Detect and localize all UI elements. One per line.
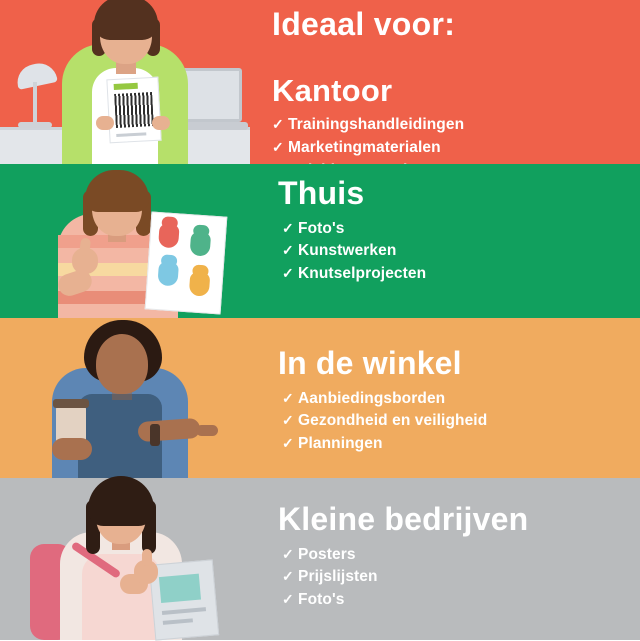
content-shop bbox=[250, 318, 640, 478]
list-item bbox=[282, 410, 628, 433]
check-icon: ✓ bbox=[282, 435, 294, 452]
photo-business-art bbox=[0, 478, 250, 640]
hand-left bbox=[96, 116, 114, 130]
bag-text-line bbox=[163, 618, 193, 625]
check-icon: ✓ bbox=[282, 265, 294, 282]
bullet-label: Trainingshandleidingen bbox=[288, 116, 465, 134]
band-title-business: Kleine bedrijven bbox=[278, 501, 529, 537]
bullet-label: Aanbiedingsborden bbox=[298, 389, 446, 407]
list-item bbox=[272, 137, 628, 160]
photo-home-art bbox=[0, 164, 250, 318]
list-item bbox=[272, 114, 628, 137]
photo-shop bbox=[0, 318, 250, 478]
bullet-list-shop bbox=[282, 388, 628, 456]
bag-text-line bbox=[162, 607, 206, 615]
person-business-hair bbox=[88, 476, 154, 526]
bullet-label: Prijslijsten bbox=[298, 568, 378, 586]
photo-home bbox=[0, 164, 250, 318]
photo-office bbox=[0, 0, 250, 164]
bullet-label: Kunstwerken bbox=[298, 242, 397, 260]
check-icon: ✓ bbox=[282, 412, 294, 429]
band-shop bbox=[0, 318, 640, 478]
person-office-hair bbox=[94, 0, 158, 40]
photo-business bbox=[0, 478, 250, 640]
bullet-list-home bbox=[282, 218, 628, 286]
thumb bbox=[142, 549, 152, 566]
bullet-label: Foto's bbox=[298, 591, 345, 609]
product-bag bbox=[149, 559, 219, 640]
handprint-icon bbox=[158, 223, 180, 248]
check-icon: ✓ bbox=[282, 591, 294, 608]
check-icon: ✓ bbox=[282, 242, 294, 259]
list-item bbox=[282, 218, 628, 241]
arm-pointing bbox=[137, 418, 200, 442]
watch-icon bbox=[150, 424, 160, 446]
check-icon: ✓ bbox=[282, 219, 294, 236]
bag-label bbox=[159, 574, 201, 603]
bullet-label: Marketingmaterialen bbox=[288, 138, 441, 156]
bullet-list-business bbox=[282, 544, 628, 612]
content-home bbox=[250, 164, 640, 318]
list-item bbox=[282, 263, 628, 286]
cup-lid bbox=[53, 399, 89, 408]
lamp-base bbox=[18, 122, 52, 128]
handprint-icon bbox=[189, 271, 211, 296]
photo-office-art bbox=[0, 0, 250, 164]
check-icon: ✓ bbox=[282, 545, 294, 562]
list-item bbox=[282, 589, 628, 612]
band-title-office: Kantoor bbox=[272, 72, 393, 108]
bullet-label: Knutselprojecten bbox=[298, 265, 427, 283]
hand-right bbox=[152, 116, 170, 130]
band-office bbox=[0, 0, 640, 164]
list-item bbox=[282, 240, 628, 263]
person-home-hair bbox=[85, 170, 149, 212]
document-footer-bar bbox=[116, 132, 146, 137]
person-shop-head bbox=[96, 334, 148, 394]
band-home bbox=[0, 164, 640, 318]
check-icon: ✓ bbox=[272, 116, 284, 133]
handprint-icon bbox=[190, 231, 212, 256]
bullet-label: Planningen bbox=[298, 435, 383, 453]
content-office bbox=[250, 0, 640, 164]
check-icon: ✓ bbox=[282, 568, 294, 585]
handprint-artwork bbox=[145, 211, 228, 314]
hand-holding-cup bbox=[52, 438, 92, 460]
bullet-label: Gezondheid en veiligheid bbox=[298, 412, 488, 430]
list-item bbox=[282, 388, 628, 411]
bullet-label: Foto's bbox=[298, 219, 345, 237]
band-title-home: Thuis bbox=[278, 175, 365, 211]
content-business bbox=[250, 478, 640, 640]
list-item bbox=[282, 433, 628, 456]
document-header-bar bbox=[114, 83, 138, 90]
band-title-shop: In de winkel bbox=[278, 345, 462, 381]
check-icon: ✓ bbox=[282, 389, 294, 406]
bullet-label: Posters bbox=[298, 545, 356, 563]
lamp-stem bbox=[33, 82, 37, 124]
list-item bbox=[282, 566, 628, 589]
page-title: Ideaal voor: bbox=[272, 6, 456, 42]
list-item bbox=[282, 544, 628, 567]
handprint-icon bbox=[157, 261, 179, 286]
pointing-finger-icon bbox=[196, 425, 218, 436]
photo-shop-art bbox=[0, 318, 250, 478]
band-business bbox=[0, 478, 640, 640]
barcode-icon bbox=[114, 92, 154, 128]
check-icon: ✓ bbox=[272, 138, 284, 155]
printed-manual bbox=[106, 77, 161, 144]
